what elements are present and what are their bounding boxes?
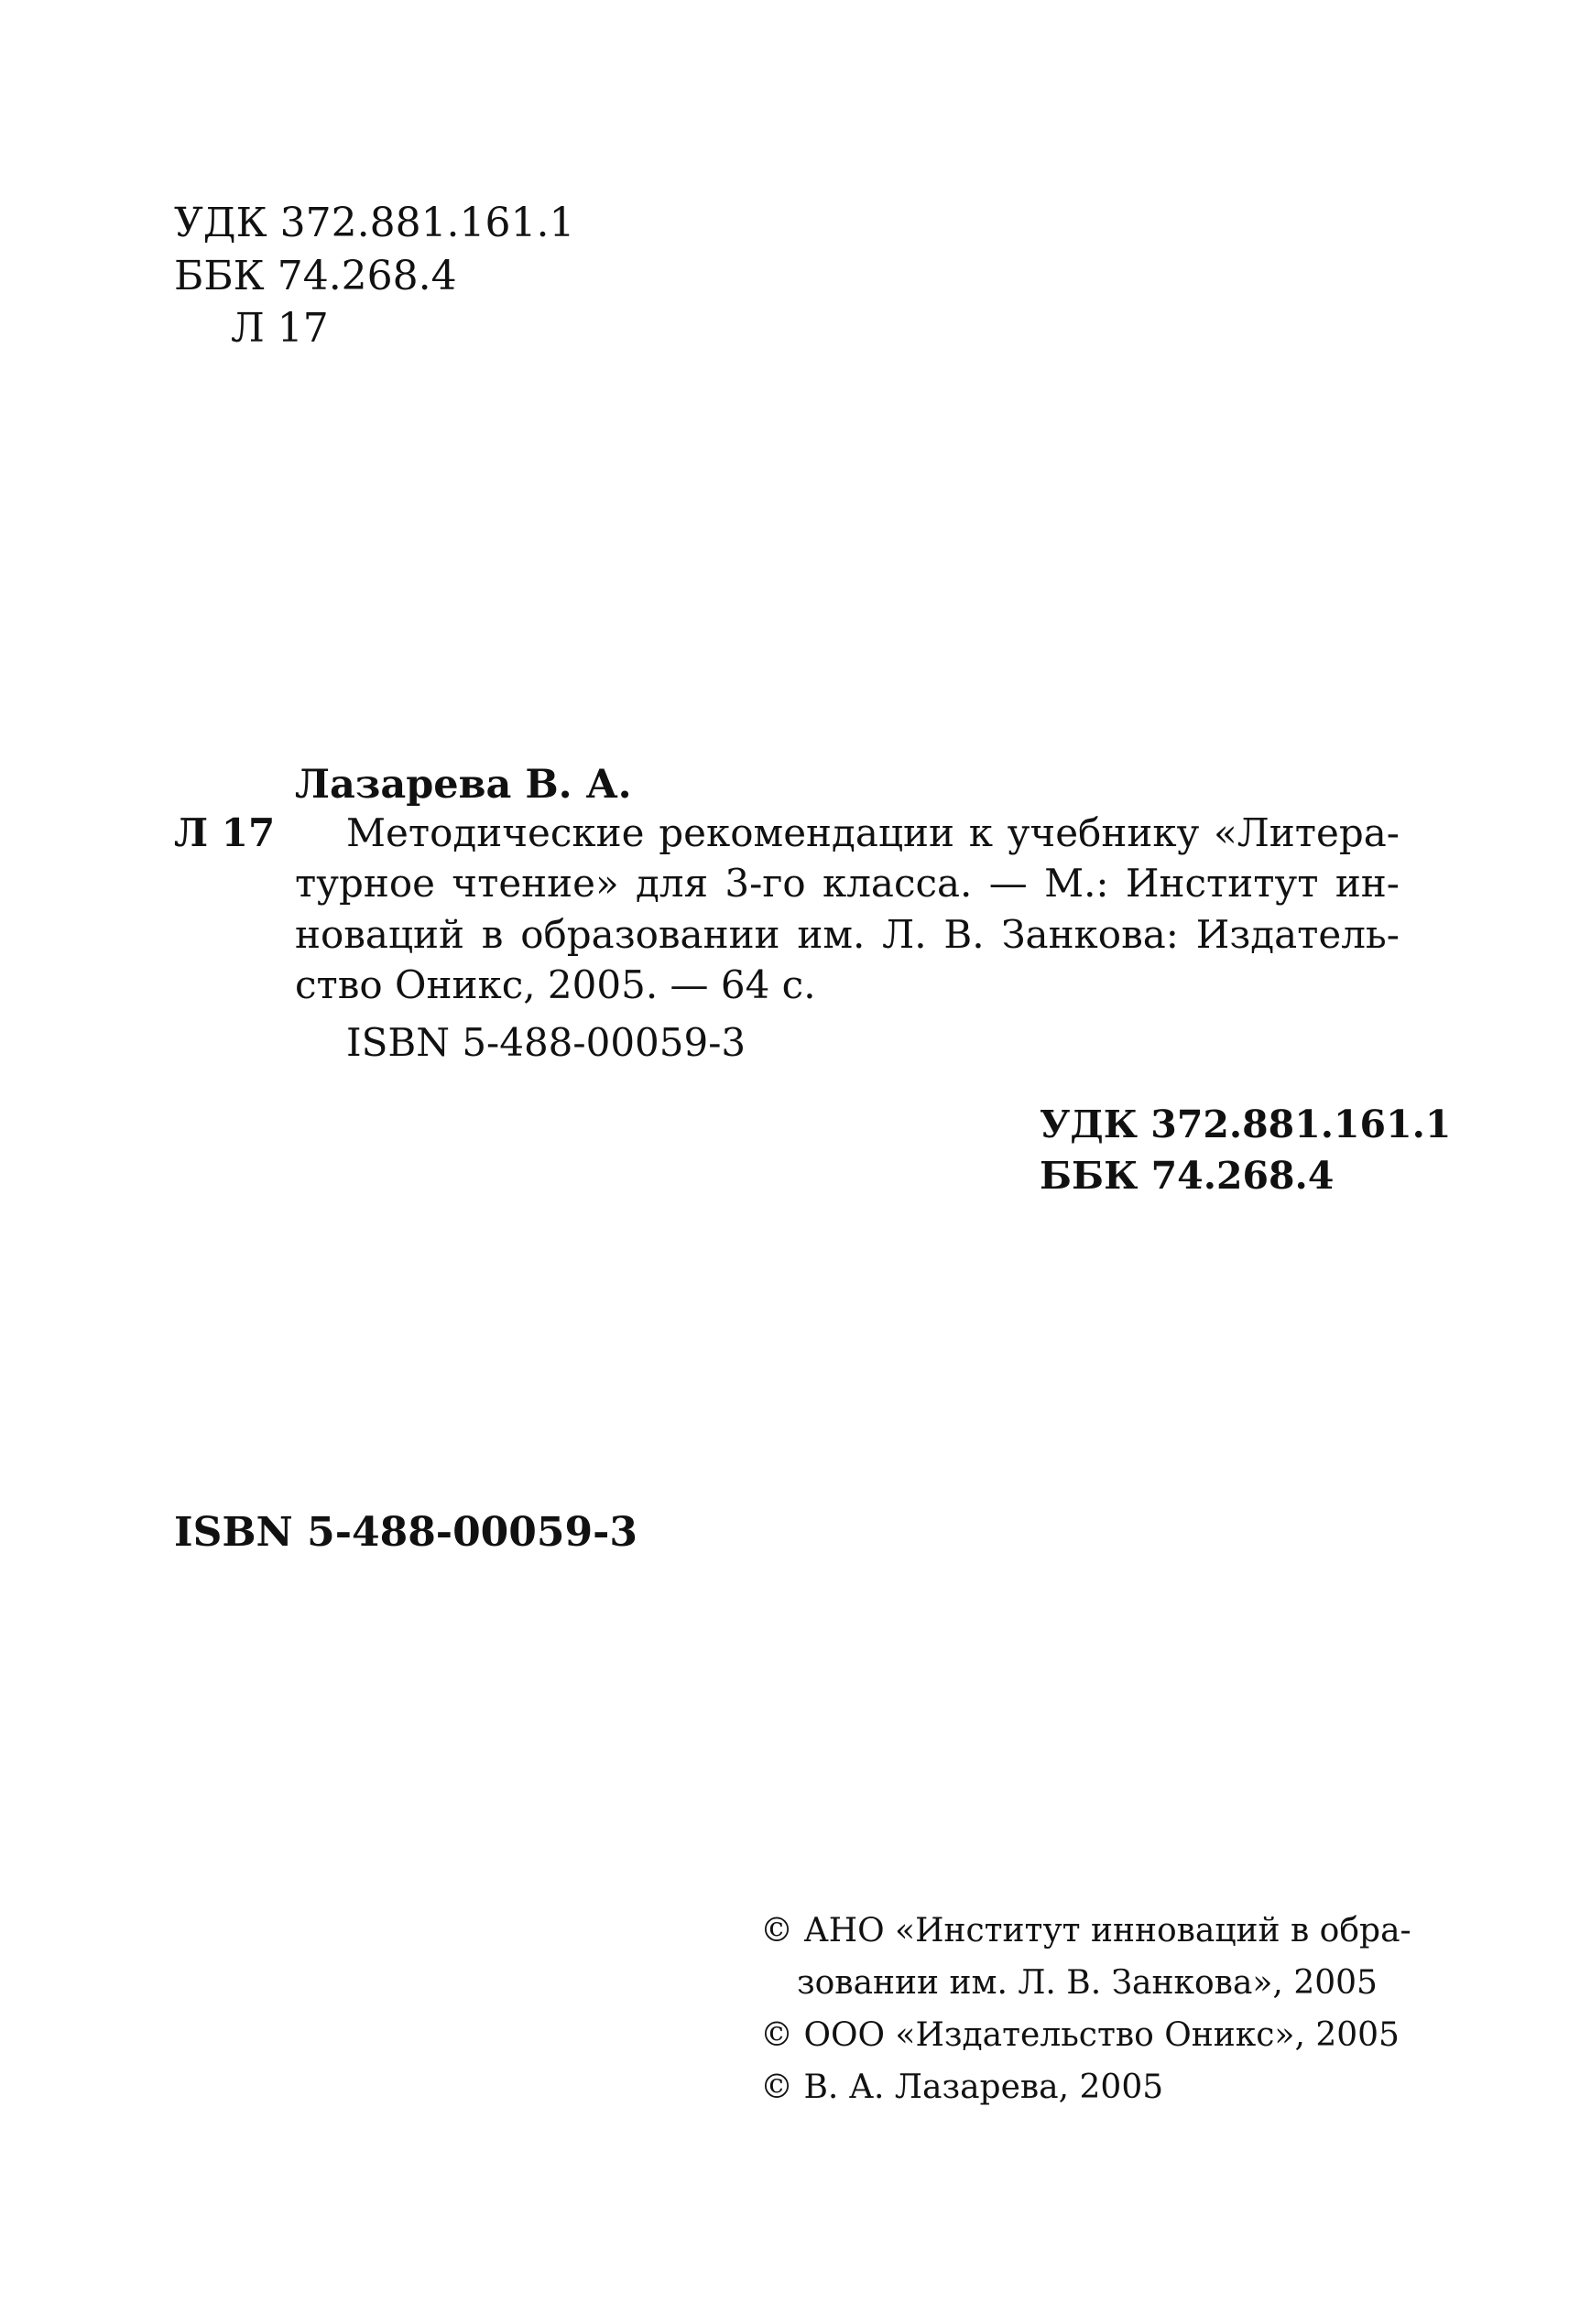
card-isbn: ISBN 5-488-00059-3 [346,1020,746,1065]
card-description-line-3: новаций в образовании им. Л. В. Занкова: Издатель- [295,912,1400,957]
card-description-line-4: ство Оникс, 2005. — 64 с. [295,962,816,1007]
footer-isbn: ISBN 5-488-00059-3 [174,1509,638,1556]
card-udk: УДК 372.881.161.1 [1040,1102,1452,1146]
copyright-line-3: © ООО «Издательство Оникс», 2005 [760,2016,1400,2054]
copyright-line-1: © АНО «Институт инноваций в обра- [760,1912,1411,1949]
top-udk: УДК 372.881.161.1 [174,200,575,246]
card-bbk: ББК 74.268.4 [1040,1154,1335,1198]
copyright-line-4: © В. А. Лазарева, 2005 [760,2069,1164,2106]
top-author-mark: Л 17 [231,305,329,352]
copyright-line-2: зовании им. Л. В. Занкова», 2005 [797,1964,1378,2002]
card-author: Лазарева В. А. [295,762,632,808]
card-author-mark: Л 17 [174,810,276,855]
top-bbk: ББК 74.268.4 [174,253,457,299]
card-description-line-1: Методические рекомендации к учебнику «Литера- [346,810,1400,855]
card-description-line-2: турное чтение» для 3-го класса. — М.: Институт ин- [295,861,1400,906]
